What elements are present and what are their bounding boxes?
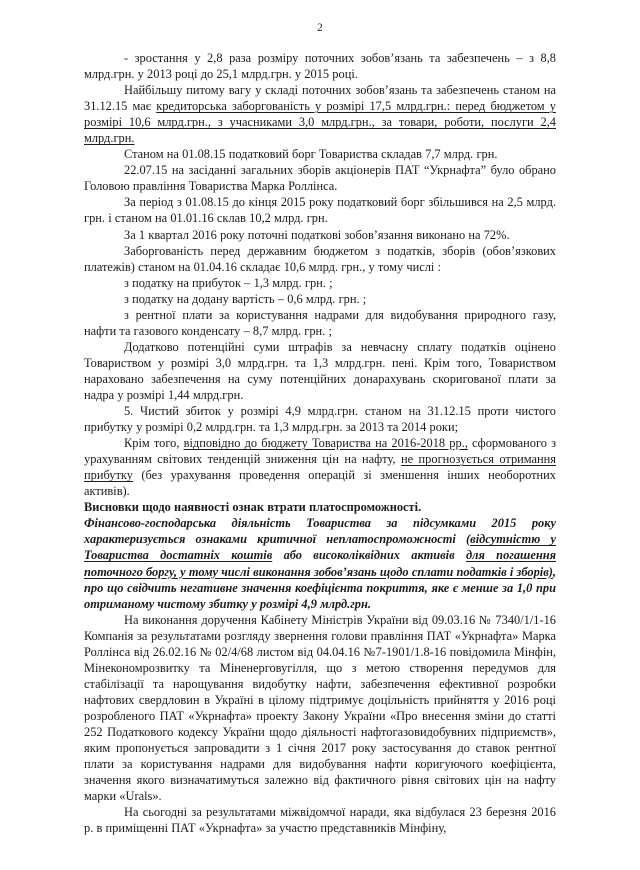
segment-text-underlined: відсутністю у Товариства достатніх коштів <box>84 532 556 563</box>
page-number: 2 <box>317 22 323 34</box>
segment-text-underlined: не прогнозується отримання прибутку <box>84 452 556 483</box>
paragraph-budget-forecast <box>84 435 556 499</box>
paragraph-net-loss: 5. Чистий збиток у розмірі 4,9 млрд.грн. станом на 31.12.15 проти чистого прибутку у розмірі 0,2 млрд.грн. та 1,3 млрд.грн. за 2013 та 2014 роки; <box>84 404 556 435</box>
segment-text: сформованого з урахуванням світових тенденцій зниження цін на нафту, <box>84 436 556 467</box>
paragraph-insolvency-assessment <box>84 515 556 611</box>
paragraph-creditor-debt <box>84 82 556 146</box>
paragraph-shareholders-meeting: 22.07.15 на засіданні загальних зборів акціонерів ПАТ “Укрнафта” було обрано Головою правління Товариства Марка Роллінса. <box>84 163 556 194</box>
paragraph-tax-debt-increase: За період з 01.08.15 до кінця 2015 року податковий борг збільшився на 2,5 млрд. грн. і станом на 01.01.16 склав 10,2 млрд. грн. <box>84 195 556 226</box>
paragraph-growth-liabilities: - зростання у 2,8 раза розміру поточних зобов’язань та забезпечень – з 8,8 млрд.грн. у 2013 році до 25,1 млрд.грн. у 2015 році. <box>84 51 556 82</box>
paragraph-creditor-debt-lead: Найбільшу питому вагу у складі поточних зобов’язань та забезпечень станом на 31.12.15 має <box>84 83 556 114</box>
segment-text: , про що свідчить негативне значення коефіцієнта покриття, яке є менше за 1,0 при отриманому чистому збитку у розмірі 4,9 млрд.грн. <box>84 564 556 611</box>
paragraph-budget-arrears: Заборгованість перед державним бюджетом з податків, зборів (обов’язкових платежів) станом на 01.04.16 складає 10,6 млрд. грн., у тому числі : <box>84 243 556 274</box>
segment-text: Фінансово-господарська діяльність Товариства за підсумками 2015 року характеризується ознаками критичної неплатоспроможності ( <box>84 516 556 547</box>
segment-text-underlined: відповідно до бюджету Товариства на 2016-2018 рр., <box>183 436 468 451</box>
heading-insolvency-conclusions: Висновки щодо наявності ознак втрати платоспроможності. <box>84 500 422 515</box>
segment-text: (без урахування проведення операцій зі зменшення інших необоротних активів). <box>84 468 556 499</box>
list-item-profit-tax: з податку на прибуток – 1,3 млрд. грн. ; <box>124 275 333 290</box>
segment-text: Крім того, <box>124 436 184 451</box>
list-item-vat: з податку на додану вартість – 0,6 млрд. грн. ; <box>124 291 367 306</box>
segment-text: або високоліквідних активів <box>272 548 466 563</box>
paragraph-tax-debt-aug: Станом на 01.08.15 податковий борг Товариства складав 7,7 млрд. грн. <box>124 147 498 162</box>
paragraph-cabinet-instruction: На виконання доручення Кабінету Міністрів України від 09.03.16 № 7340/1/1-16 Компанія за результатами розгляду звернення голови правління ПАТ «Укрнафта» Марка Роллінса від 26.02.16 № 02/4/68 листом від 04.04.16 №7-1901/1.8-16 повідомила Мінфін, Мінекономрозвитку та Міненерговугілля, що з метою створення передумов для стабілізації та нарощування видобутку нафти, забезпечення ефективної розробки нафтових свердловин в Україні в цілому підтримує доцільність прийняття у 2016 році розробленого ПАТ «Укрнафта» проекту Закону України «Про внесення зміни до статті 252 Податкового кодексу України щодо діяльності нафтогазовидобувних підприємств», яким пропонується запровадити з 1 січня 2017 року застосування до ставок рентної плати за користування надрами для видобування нафти коригуючого коефіцієнта, значення якого визначатимуться залежно від фактичного рівня світових цін на нафту марки «Urals». <box>84 612 556 804</box>
segment-text-underlined: для погашення поточного боргу, у тому числі виконання зобов’язань щодо сплати податків і зборів) <box>84 548 556 579</box>
paragraph-penalties-provisions: Додатково потенційні суми штрафів за невчасну сплату податків оцінено Товариством у розмірі 3,0 млрд.грн. та 1,3 млрд.грн. пені. Крім того, Товариством нараховано забезпечення на суму потенційних донарахувань скоригованої плати за надра у розмірі 1,44 млрд.грн. <box>84 339 556 402</box>
paragraph-q1-tax-performance: За 1 квартал 2016 року поточні податкові зобов’язання виконано на 72%. <box>124 227 510 242</box>
document-body <box>84 50 556 836</box>
paragraph-interagency-meeting: На сьогодні за результатами міжвідомчої наради, яка відбулася 23 березня 2016 р. в приміщенні ПАТ «Укрнафта» за участю представників Мінфіну, <box>84 805 556 836</box>
paragraph-creditor-debt-underlined: кредиторська заборгованість у розмірі 17,5 млрд.грн.: перед бюджетом у розмірі 10,6 млрд.грн., з учасниками 3,0 млрд.грн., за товари, роботи, послуги 2,4 млрд.грн. <box>84 99 556 146</box>
list-item-rent-payment: з рентної плати за користування надрами для видобування природного газу, нафти та газового конденсату – 8,7 млрд. грн. ; <box>84 307 556 338</box>
